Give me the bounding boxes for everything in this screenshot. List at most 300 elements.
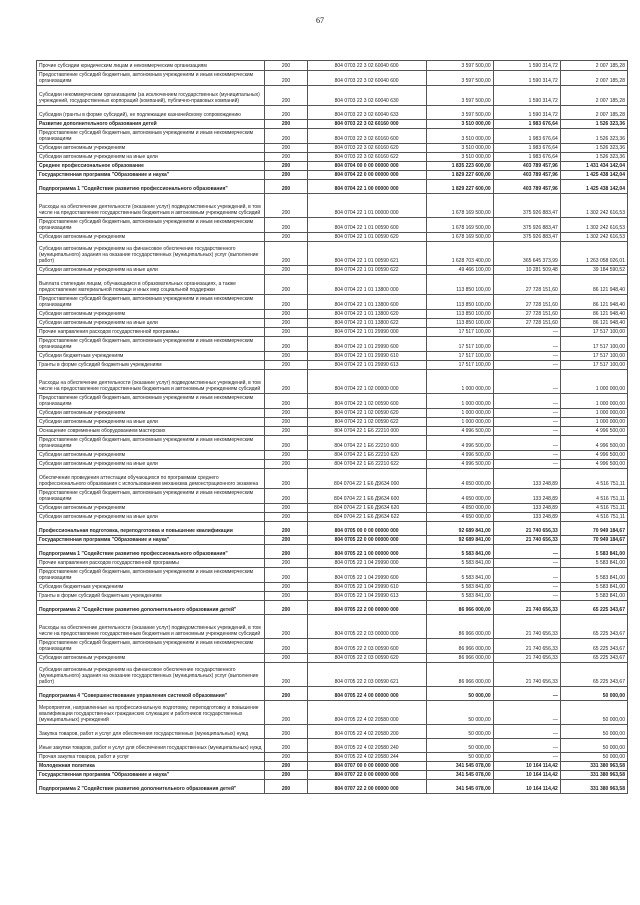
row-remaining-amount: 50 000,00 bbox=[560, 753, 627, 762]
row-description: Субсидии автономным учреждениям на финансовое обеспечение государственного (муниципального) задания на оказание государственных (муниципальных) услуг (выполнение работ) bbox=[37, 242, 265, 266]
row-approved-amount: 1 628 703 400,00 bbox=[426, 242, 493, 266]
budget-table-container bbox=[36, 60, 628, 794]
row-remaining-amount: 331 380 963,58 bbox=[560, 771, 627, 780]
row-remaining-amount: 17 517 100,00 bbox=[560, 361, 627, 370]
row-remaining-amount: 2 007 185,28 bbox=[560, 106, 627, 120]
row-approved-amount: 1 678 169 500,00 bbox=[426, 218, 493, 233]
row-classification-code: 804 0704 22 1 01 13800 000 bbox=[307, 275, 426, 295]
row-executed-amount: — bbox=[493, 583, 560, 592]
row-description: Иные закупки товаров, работ и услуг для обеспечения государственных (муниципальных) нужд bbox=[37, 739, 265, 753]
row-approved-amount: 5 583 841,00 bbox=[426, 583, 493, 592]
row-description: Предоставление субсидий бюджетным, автономным учреждениям и иным некоммерческим организациям bbox=[37, 436, 265, 451]
row-description: Субсидии (гранты в форме субсидий), не подлежащие казначейскому сопровождению bbox=[37, 106, 265, 120]
row-description: Субсидии бюджетным учреждениям bbox=[37, 352, 265, 361]
row-executed-amount: — bbox=[493, 451, 560, 460]
row-description: Подпрограмма 2 "Содействие развитию дополнительного образования детей" bbox=[37, 780, 265, 794]
budget-table-body bbox=[37, 61, 628, 794]
row-executed-amount: 1 983 676,64 bbox=[493, 153, 560, 162]
row-approved-amount: 17 517 100,00 bbox=[426, 337, 493, 352]
row-classification-code: 804 0705 00 0 00 00000 000 bbox=[307, 522, 426, 536]
row-description: Расходы на обеспечение деятельности (оказание услуг) подведомственных учреждений, в том числе на предоставление государственным бюджетным и автономным учреждениям субсидий bbox=[37, 615, 265, 639]
row-executed-amount: 133 248,89 bbox=[493, 504, 560, 513]
row-approved-amount: 3 597 500,00 bbox=[426, 71, 493, 86]
row-remaining-amount: 50 000,00 bbox=[560, 725, 627, 739]
row-approved-amount: 113 850 100,00 bbox=[426, 319, 493, 328]
row-classification-code: 804 0704 22 1 01 29990 610 bbox=[307, 352, 426, 361]
row-remaining-amount: 1 263 058 026,01 bbox=[560, 242, 627, 266]
row-executed-amount: — bbox=[493, 592, 560, 601]
table-row bbox=[37, 469, 628, 489]
row-description: Среднее профессиональное образование bbox=[37, 162, 265, 171]
row-approved-amount: 1 000 000,00 bbox=[426, 409, 493, 418]
row-line-code: 200 bbox=[265, 153, 307, 162]
row-description: Развитие дополнительного образования детей bbox=[37, 120, 265, 129]
row-executed-amount: 10 164 114,42 bbox=[493, 771, 560, 780]
row-classification-code: 804 0704 22 1 01 13800 600 bbox=[307, 295, 426, 310]
row-classification-code: 804 0704 22 1 01 13800 620 bbox=[307, 310, 426, 319]
row-approved-amount: 17 517 100,00 bbox=[426, 361, 493, 370]
row-classification-code: 804 0703 22 3 02 60160 622 bbox=[307, 153, 426, 162]
row-line-code: 200 bbox=[265, 337, 307, 352]
row-executed-amount: 403 789 457,96 bbox=[493, 171, 560, 180]
row-line-code: 200 bbox=[265, 513, 307, 522]
row-executed-amount: — bbox=[493, 725, 560, 739]
row-executed-amount: — bbox=[493, 559, 560, 568]
row-approved-amount: 1 000 000,00 bbox=[426, 370, 493, 394]
table-row bbox=[37, 451, 628, 460]
table-row bbox=[37, 106, 628, 120]
row-remaining-amount: 4 996 500,00 bbox=[560, 460, 627, 469]
row-remaining-amount: 5 583 841,00 bbox=[560, 568, 627, 583]
row-remaining-amount: 65 225 343,67 bbox=[560, 654, 627, 663]
row-line-code: 200 bbox=[265, 328, 307, 337]
row-executed-amount: 21 740 656,33 bbox=[493, 601, 560, 615]
table-row bbox=[37, 762, 628, 771]
table-row bbox=[37, 394, 628, 409]
row-executed-amount: — bbox=[493, 370, 560, 394]
table-row bbox=[37, 615, 628, 639]
row-remaining-amount: 1 302 242 616,53 bbox=[560, 194, 627, 218]
table-row bbox=[37, 310, 628, 319]
row-executed-amount: 133 248,89 bbox=[493, 489, 560, 504]
table-row bbox=[37, 295, 628, 310]
row-executed-amount: — bbox=[493, 568, 560, 583]
row-description: Субсидии автономным учреждениям bbox=[37, 654, 265, 663]
row-approved-amount: 5 583 841,00 bbox=[426, 545, 493, 559]
row-description: Подпрограмма 4 "Совершенствование управления системой образования" bbox=[37, 687, 265, 701]
row-description: Предоставление субсидий бюджетным, автономным учреждениям и иным некоммерческим организациям bbox=[37, 489, 265, 504]
row-description: Мероприятия, направленные на профессиональную подготовку, переподготовку и повышение квалификации государственных гражданских служащих и работников государственных (муниципальных) учреждений bbox=[37, 701, 265, 725]
row-remaining-amount: 4 516 751,11 bbox=[560, 513, 627, 522]
row-executed-amount: 27 728 151,60 bbox=[493, 275, 560, 295]
row-remaining-amount: 86 121 948,40 bbox=[560, 295, 627, 310]
row-executed-amount: — bbox=[493, 337, 560, 352]
row-description: Субсидии автономным учреждениям на иные цели bbox=[37, 319, 265, 328]
row-executed-amount: 1 983 676,64 bbox=[493, 129, 560, 144]
row-line-code: 200 bbox=[265, 545, 307, 559]
table-row bbox=[37, 370, 628, 394]
row-approved-amount: 4 650 000,00 bbox=[426, 513, 493, 522]
row-approved-amount: 5 583 841,00 bbox=[426, 559, 493, 568]
row-remaining-amount: 2 007 185,28 bbox=[560, 61, 627, 71]
row-classification-code: 804 0703 22 3 02 60040 633 bbox=[307, 106, 426, 120]
row-remaining-amount: 70 949 184,67 bbox=[560, 536, 627, 545]
table-row bbox=[37, 489, 628, 504]
row-description: Субсидии автономным учреждениям bbox=[37, 310, 265, 319]
row-remaining-amount: 65 225 343,67 bbox=[560, 639, 627, 654]
table-row bbox=[37, 460, 628, 469]
row-description: Субсидии автономным учреждениям bbox=[37, 409, 265, 418]
row-executed-amount: 133 248,89 bbox=[493, 513, 560, 522]
page-number: 67 bbox=[316, 16, 324, 25]
row-approved-amount: 3 510 000,00 bbox=[426, 144, 493, 153]
row-approved-amount: 1 678 169 500,00 bbox=[426, 233, 493, 242]
row-executed-amount: — bbox=[493, 739, 560, 753]
row-description: Субсидии автономным учреждениям bbox=[37, 233, 265, 242]
row-approved-amount: 1 000 000,00 bbox=[426, 418, 493, 427]
row-line-code: 200 bbox=[265, 451, 307, 460]
table-row bbox=[37, 663, 628, 687]
row-description: Субсидии автономным учреждениям на иные цели bbox=[37, 513, 265, 522]
table-row bbox=[37, 701, 628, 725]
row-executed-amount: 365 645 373,99 bbox=[493, 242, 560, 266]
row-description: Подпрограмма 1 "Содействие развитию профессионального образования" bbox=[37, 180, 265, 194]
row-classification-code: 804 0705 22 1 04 29990 000 bbox=[307, 559, 426, 568]
table-row bbox=[37, 352, 628, 361]
row-remaining-amount: 1 526 323,36 bbox=[560, 120, 627, 129]
row-remaining-amount: 331 380 963,58 bbox=[560, 762, 627, 771]
table-row bbox=[37, 687, 628, 701]
row-approved-amount: 50 000,00 bbox=[426, 687, 493, 701]
row-remaining-amount: 4 516 751,11 bbox=[560, 469, 627, 489]
row-description: Закупка товаров, работ и услуг для обеспечения государственных (муниципальных) нужд bbox=[37, 725, 265, 739]
row-approved-amount: 113 850 100,00 bbox=[426, 295, 493, 310]
table-row bbox=[37, 361, 628, 370]
row-classification-code: 804 0705 22 2 03 00590 621 bbox=[307, 663, 426, 687]
row-remaining-amount: 2 007 185,28 bbox=[560, 71, 627, 86]
row-remaining-amount: 4 996 500,00 bbox=[560, 451, 627, 460]
row-line-code: 200 bbox=[265, 663, 307, 687]
row-line-code: 200 bbox=[265, 233, 307, 242]
row-executed-amount: 10 281 509,48 bbox=[493, 266, 560, 275]
row-description: Предоставление субсидий бюджетным, автономным учреждениям и иным некоммерческим организациям bbox=[37, 295, 265, 310]
table-row bbox=[37, 522, 628, 536]
table-row bbox=[37, 218, 628, 233]
row-description: Прочие субсидии юридическим лицам и некоммерческим организациям bbox=[37, 61, 265, 71]
row-line-code: 200 bbox=[265, 592, 307, 601]
row-line-code: 200 bbox=[265, 352, 307, 361]
row-description: Оснащение современным оборудованием мастерских bbox=[37, 427, 265, 436]
row-classification-code: 804 0704 22 1 Е6 Д9634 620 bbox=[307, 504, 426, 513]
row-approved-amount: 86 966 000,00 bbox=[426, 639, 493, 654]
row-classification-code: 804 0705 22 1 00 00000 000 bbox=[307, 545, 426, 559]
row-line-code: 200 bbox=[265, 275, 307, 295]
row-line-code: 200 bbox=[265, 601, 307, 615]
row-classification-code: 804 0707 00 0 00 00000 000 bbox=[307, 762, 426, 771]
table-row bbox=[37, 753, 628, 762]
row-classification-code: 804 0704 22 1 Е6 Д9634 600 bbox=[307, 489, 426, 504]
row-executed-amount: 1 590 314,72 bbox=[493, 61, 560, 71]
row-executed-amount: 1 983 676,64 bbox=[493, 144, 560, 153]
table-row bbox=[37, 654, 628, 663]
row-description: Субсидии автономным учреждениям на иные цели bbox=[37, 153, 265, 162]
row-line-code: 200 bbox=[265, 319, 307, 328]
row-line-code: 200 bbox=[265, 144, 307, 153]
row-classification-code: 804 0705 22 0 00 00000 000 bbox=[307, 536, 426, 545]
row-line-code: 200 bbox=[265, 394, 307, 409]
row-line-code: 200 bbox=[265, 460, 307, 469]
row-executed-amount: — bbox=[493, 361, 560, 370]
row-classification-code: 804 0704 22 1 01 00590 620 bbox=[307, 233, 426, 242]
row-classification-code: 804 0705 22 2 03 00590 620 bbox=[307, 654, 426, 663]
row-executed-amount: 375 926 883,47 bbox=[493, 194, 560, 218]
row-classification-code: 804 0704 22 1 02 00590 622 bbox=[307, 418, 426, 427]
row-description: Прочие направления расходов государственной программы bbox=[37, 328, 265, 337]
table-row bbox=[37, 61, 628, 71]
row-description: Предоставление субсидий бюджетным, автономным учреждениям и иным некоммерческим организациям bbox=[37, 337, 265, 352]
row-executed-amount: — bbox=[493, 328, 560, 337]
row-remaining-amount: 1 425 438 142,04 bbox=[560, 171, 627, 180]
row-line-code: 200 bbox=[265, 568, 307, 583]
row-executed-amount: 1 590 314,72 bbox=[493, 106, 560, 120]
row-description: Предоставление субсидий бюджетным, автономным учреждениям и иным некоммерческим организациям bbox=[37, 71, 265, 86]
row-approved-amount: 4 996 500,00 bbox=[426, 436, 493, 451]
row-classification-code: 804 0704 22 1 01 29990 000 bbox=[307, 328, 426, 337]
row-remaining-amount: 1 431 434 142,04 bbox=[560, 162, 627, 171]
row-description: Субсидии автономным учреждениям bbox=[37, 504, 265, 513]
row-classification-code: 804 0705 22 4 02 20580 000 bbox=[307, 701, 426, 725]
row-executed-amount: 375 926 883,47 bbox=[493, 233, 560, 242]
table-row bbox=[37, 242, 628, 266]
row-line-code: 200 bbox=[265, 266, 307, 275]
row-executed-amount: 1 983 676,64 bbox=[493, 120, 560, 129]
row-approved-amount: 3 597 500,00 bbox=[426, 61, 493, 71]
row-classification-code: 804 0707 22 2 00 00000 000 bbox=[307, 780, 426, 794]
row-remaining-amount: 17 517 100,00 bbox=[560, 337, 627, 352]
row-executed-amount: — bbox=[493, 394, 560, 409]
row-line-code: 200 bbox=[265, 71, 307, 86]
table-row bbox=[37, 266, 628, 275]
table-row bbox=[37, 144, 628, 153]
table-row bbox=[37, 275, 628, 295]
row-description: Субсидии автономным учреждениям bbox=[37, 144, 265, 153]
row-description: Предоставление субсидий бюджетным, автономным учреждениям и иным некоммерческим организациям bbox=[37, 568, 265, 583]
row-executed-amount: 21 740 656,33 bbox=[493, 522, 560, 536]
row-line-code: 200 bbox=[265, 310, 307, 319]
row-approved-amount: 86 966 000,00 bbox=[426, 615, 493, 639]
row-classification-code: 804 0704 22 1 Е6 22210 622 bbox=[307, 460, 426, 469]
row-classification-code: 804 0705 22 2 03 00590 600 bbox=[307, 639, 426, 654]
row-remaining-amount: 1 000 000,00 bbox=[560, 418, 627, 427]
row-executed-amount: — bbox=[493, 687, 560, 701]
row-executed-amount: 27 728 151,60 bbox=[493, 310, 560, 319]
row-remaining-amount: 86 121 948,40 bbox=[560, 275, 627, 295]
table-row bbox=[37, 71, 628, 86]
row-description: Молодежная политика bbox=[37, 762, 265, 771]
row-classification-code: 804 0704 22 1 Е6 Д9634 622 bbox=[307, 513, 426, 522]
table-row bbox=[37, 592, 628, 601]
row-executed-amount: 21 740 656,33 bbox=[493, 536, 560, 545]
table-row bbox=[37, 162, 628, 171]
row-line-code: 200 bbox=[265, 194, 307, 218]
row-line-code: 200 bbox=[265, 639, 307, 654]
row-remaining-amount: 5 583 841,00 bbox=[560, 545, 627, 559]
row-executed-amount: — bbox=[493, 409, 560, 418]
row-remaining-amount: 70 949 184,67 bbox=[560, 522, 627, 536]
row-line-code: 200 bbox=[265, 427, 307, 436]
row-approved-amount: 3 510 000,00 bbox=[426, 153, 493, 162]
row-line-code: 200 bbox=[265, 418, 307, 427]
row-line-code: 200 bbox=[265, 739, 307, 753]
row-approved-amount: 4 996 500,00 bbox=[426, 451, 493, 460]
row-classification-code: 804 0705 22 2 03 00000 000 bbox=[307, 615, 426, 639]
row-approved-amount: 1 829 227 600,00 bbox=[426, 180, 493, 194]
row-line-code: 200 bbox=[265, 409, 307, 418]
row-approved-amount: 113 850 100,00 bbox=[426, 275, 493, 295]
row-approved-amount: 50 000,00 bbox=[426, 701, 493, 725]
row-executed-amount: — bbox=[493, 460, 560, 469]
row-line-code: 200 bbox=[265, 583, 307, 592]
row-description: Субсидии автономным учреждениям на иные цели bbox=[37, 266, 265, 275]
row-executed-amount: — bbox=[493, 436, 560, 451]
row-line-code: 200 bbox=[265, 504, 307, 513]
row-remaining-amount: 86 121 948,40 bbox=[560, 319, 627, 328]
row-classification-code: 804 0703 22 3 02 60160 000 bbox=[307, 120, 426, 129]
row-classification-code: 804 0704 22 0 00 00000 000 bbox=[307, 171, 426, 180]
table-row bbox=[37, 120, 628, 129]
row-description: Предоставление субсидий бюджетным, автономным учреждениям и иным некоммерческим организациям bbox=[37, 218, 265, 233]
row-approved-amount: 86 966 000,00 bbox=[426, 654, 493, 663]
row-remaining-amount: 5 583 841,00 bbox=[560, 559, 627, 568]
row-executed-amount: 403 789 457,96 bbox=[493, 180, 560, 194]
row-classification-code: 804 0704 22 1 01 29990 600 bbox=[307, 337, 426, 352]
row-approved-amount: 92 689 841,00 bbox=[426, 536, 493, 545]
row-executed-amount: 21 740 656,33 bbox=[493, 663, 560, 687]
row-line-code: 200 bbox=[265, 162, 307, 171]
row-remaining-amount: 1 000 000,00 bbox=[560, 394, 627, 409]
row-remaining-amount: 4 516 751,11 bbox=[560, 489, 627, 504]
row-executed-amount: 21 740 656,33 bbox=[493, 615, 560, 639]
row-remaining-amount: 2 007 185,28 bbox=[560, 86, 627, 106]
row-remaining-amount: 4 516 751,11 bbox=[560, 504, 627, 513]
row-classification-code: 804 0704 22 1 Е6 22210 600 bbox=[307, 436, 426, 451]
row-description: Обеспечение проведения аттестации обучающихся по программам среднего профессионального образования с использованием механизма демонстрационного экзамена bbox=[37, 469, 265, 489]
row-line-code: 200 bbox=[265, 559, 307, 568]
row-classification-code: 804 0704 22 1 01 13800 622 bbox=[307, 319, 426, 328]
row-line-code: 200 bbox=[265, 86, 307, 106]
row-line-code: 200 bbox=[265, 762, 307, 771]
row-line-code: 200 bbox=[265, 753, 307, 762]
row-approved-amount: 50 000,00 bbox=[426, 725, 493, 739]
row-approved-amount: 3 510 000,00 bbox=[426, 120, 493, 129]
row-remaining-amount: 4 996 500,00 bbox=[560, 436, 627, 451]
row-executed-amount: — bbox=[493, 753, 560, 762]
table-row bbox=[37, 601, 628, 615]
table-row bbox=[37, 513, 628, 522]
row-description: Предоставление субсидий бюджетным, автономным учреждениям и иным некоммерческим организациям bbox=[37, 394, 265, 409]
row-approved-amount: 3 597 500,00 bbox=[426, 106, 493, 120]
row-approved-amount: 49 466 100,00 bbox=[426, 266, 493, 275]
row-description: Расходы на обеспечение деятельности (оказание услуг) подведомственных учреждений, в том числе на предоставление государственным бюджетным и автономным учреждениям субсидий bbox=[37, 370, 265, 394]
row-remaining-amount: 1 000 000,00 bbox=[560, 370, 627, 394]
row-description: Субсидии бюджетным учреждениям bbox=[37, 583, 265, 592]
row-classification-code: 804 0704 22 1 Е6 22210 620 bbox=[307, 451, 426, 460]
row-classification-code: 804 0703 22 3 02 60160 600 bbox=[307, 129, 426, 144]
row-classification-code: 804 0705 22 2 00 00000 000 bbox=[307, 601, 426, 615]
row-approved-amount: 3 597 500,00 bbox=[426, 86, 493, 106]
row-classification-code: 804 0704 22 1 02 00000 000 bbox=[307, 370, 426, 394]
row-approved-amount: 1 678 169 500,00 bbox=[426, 194, 493, 218]
row-approved-amount: 113 850 100,00 bbox=[426, 310, 493, 319]
row-classification-code: 804 0703 22 3 02 60040 630 bbox=[307, 86, 426, 106]
row-classification-code: 804 0703 22 3 02 60160 620 bbox=[307, 144, 426, 153]
row-remaining-amount: 1 425 438 142,04 bbox=[560, 180, 627, 194]
row-description: Государственная программа "Образование и наука" bbox=[37, 171, 265, 180]
row-classification-code: 804 0704 22 1 Е6 Д9634 000 bbox=[307, 469, 426, 489]
row-description: Государственная программа "Образование и наука" bbox=[37, 771, 265, 780]
row-line-code: 200 bbox=[265, 361, 307, 370]
table-row bbox=[37, 559, 628, 568]
row-line-code: 200 bbox=[265, 106, 307, 120]
table-row bbox=[37, 568, 628, 583]
row-approved-amount: 1 829 227 600,00 bbox=[426, 171, 493, 180]
row-line-code: 200 bbox=[265, 242, 307, 266]
table-row bbox=[37, 771, 628, 780]
row-description: Субсидии некоммерческим организациям (за исключением государственных (муниципальных) учреждений, государственных корпораций (компаний), публично-правовых компаний) bbox=[37, 86, 265, 106]
row-remaining-amount: 4 996 500,00 bbox=[560, 427, 627, 436]
row-description: Субсидии автономным учреждениям bbox=[37, 451, 265, 460]
row-remaining-amount: 65 225 343,67 bbox=[560, 615, 627, 639]
row-classification-code: 804 0704 22 1 01 00590 621 bbox=[307, 242, 426, 266]
row-approved-amount: 4 650 000,00 bbox=[426, 469, 493, 489]
row-line-code: 200 bbox=[265, 489, 307, 504]
table-row bbox=[37, 86, 628, 106]
row-approved-amount: 17 517 100,00 bbox=[426, 352, 493, 361]
row-classification-code: 804 0704 22 1 01 00590 622 bbox=[307, 266, 426, 275]
row-line-code: 200 bbox=[265, 370, 307, 394]
row-line-code: 200 bbox=[265, 780, 307, 794]
row-approved-amount: 4 996 500,00 bbox=[426, 460, 493, 469]
table-row bbox=[37, 171, 628, 180]
table-row bbox=[37, 319, 628, 328]
row-executed-amount: 403 789 457,96 bbox=[493, 162, 560, 171]
row-classification-code: 804 0704 22 1 Е6 22210 000 bbox=[307, 427, 426, 436]
table-row bbox=[37, 780, 628, 794]
row-approved-amount: 50 000,00 bbox=[426, 739, 493, 753]
table-row bbox=[37, 337, 628, 352]
row-approved-amount: 1 000 000,00 bbox=[426, 394, 493, 409]
table-row bbox=[37, 436, 628, 451]
row-remaining-amount: 1 526 323,36 bbox=[560, 153, 627, 162]
row-remaining-amount: 5 583 841,00 bbox=[560, 592, 627, 601]
table-row bbox=[37, 153, 628, 162]
row-remaining-amount: 65 225 343,67 bbox=[560, 663, 627, 687]
row-remaining-amount: 50 000,00 bbox=[560, 701, 627, 725]
row-description: Гранты в форме субсидий бюджетным учреждениям bbox=[37, 592, 265, 601]
row-classification-code: 804 0707 22 0 00 00000 000 bbox=[307, 771, 426, 780]
row-line-code: 200 bbox=[265, 522, 307, 536]
row-classification-code: 804 0705 22 4 02 20580 244 bbox=[307, 753, 426, 762]
row-executed-amount: 10 164 114,42 bbox=[493, 780, 560, 794]
row-line-code: 200 bbox=[265, 180, 307, 194]
row-line-code: 200 bbox=[265, 536, 307, 545]
table-row bbox=[37, 427, 628, 436]
table-row bbox=[37, 409, 628, 418]
row-description: Субсидии автономным учреждениям на иные цели bbox=[37, 418, 265, 427]
row-classification-code: 804 0704 22 1 01 00000 000 bbox=[307, 194, 426, 218]
table-row bbox=[37, 328, 628, 337]
row-line-code: 200 bbox=[265, 218, 307, 233]
